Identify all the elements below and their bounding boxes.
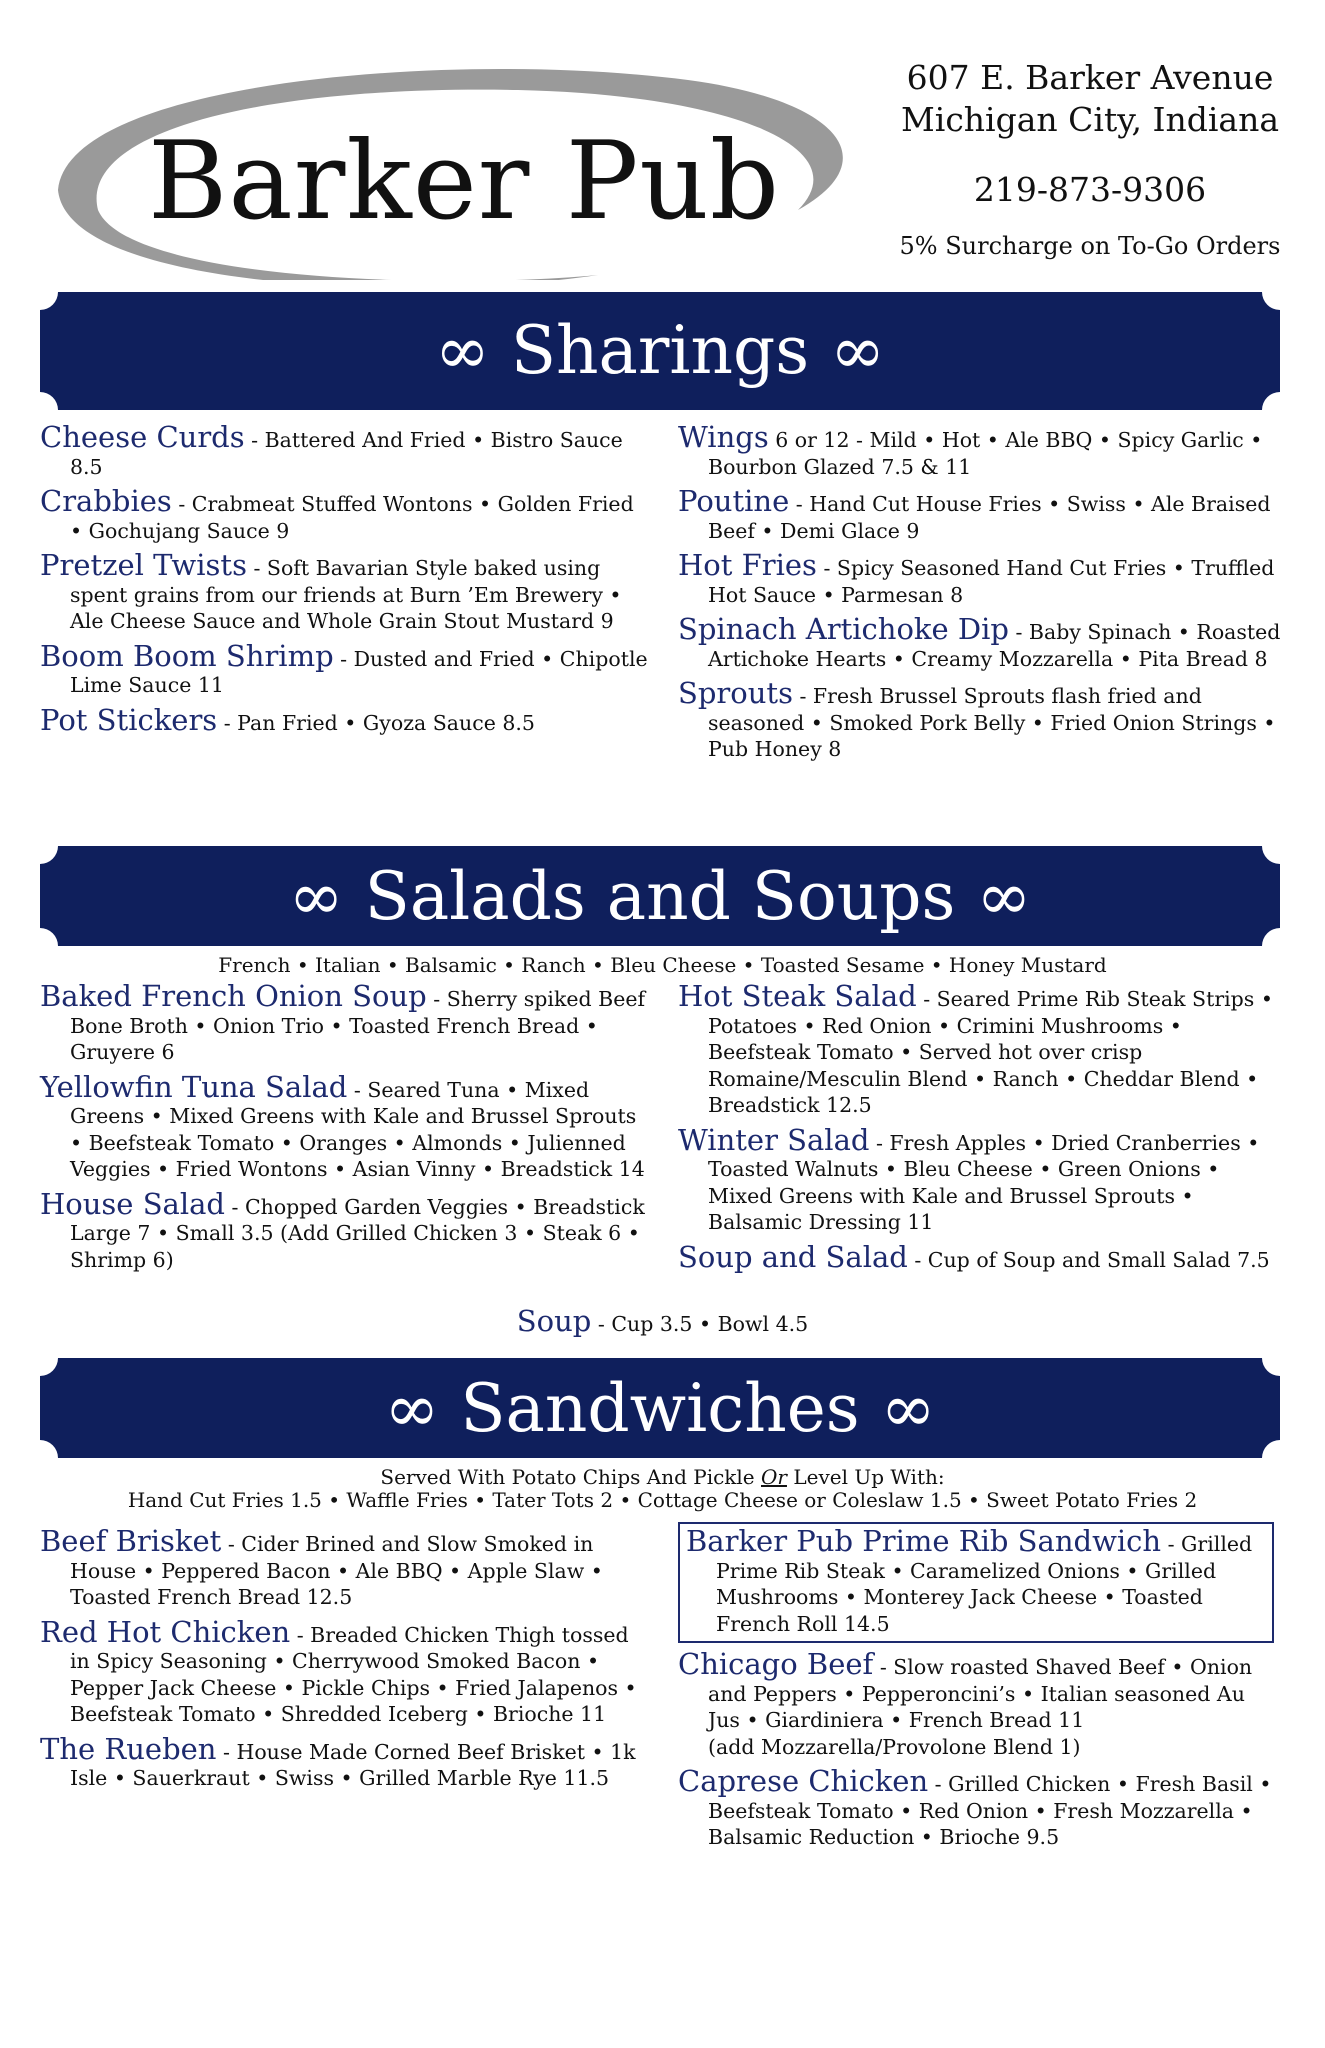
item-description: - Chopped Garden Veggies • Breadstick Large 7 • Small 3.5 (Add Grilled Chicken 3 • Steak 6 • Shrimp 6) (70, 1194, 645, 1272)
menu-item (678, 548, 1288, 608)
sandwiches-right-column (678, 1522, 1274, 1859)
menu-item (40, 638, 650, 699)
featured-menu-item (678, 1522, 1274, 1643)
item-name: Caprese Chicken (678, 1764, 929, 1798)
sandwiches-banner (40, 1358, 1280, 1458)
item-description: - Cup of Soup and Small Salad 7.5 (907, 1247, 1270, 1272)
item-description: - Breaded Chicken Thigh tossed in Spicy Seasoning • Cherrywood Smoked Bacon • Pepper Jack Cheese • Pickle Chips • Fried Jalapenos • Beefsteak Tomato • Shredded Iceberg • Brioche 11 (70, 1622, 637, 1726)
menu-item (40, 1731, 650, 1792)
item-description: - Fresh Brussel Sprouts flash fried and seasoned • Smoked Pork Belly • Fried Onion Strings • Pub Honey 8 (708, 684, 1276, 761)
dressings-list: French • Italian • Balsamic • Ranch • Bleu Cheese • Toasted Sesame • Honey Mustard (218, 953, 1107, 977)
item-description: - Slow roasted Shaved Beef • Onion and Peppers • Pepperoncini’s • Italian seasoned Au Jus • Giardiniera • French Bread 11 (708, 1655, 1253, 1732)
item-name: Wings (678, 420, 769, 454)
item-name: Sprouts (678, 676, 793, 710)
menu-item (40, 702, 650, 737)
item-description: - Seared Tuna • Mixed Greens • Mixed Greens with Kale and Brussel Sprouts • Beefsteak Tomato • Oranges • Almonds • Julienned Veggies • Fried Wontons • Asian Vinny • Breadstick 14 (70, 1077, 645, 1181)
menu-item (40, 1614, 650, 1728)
item-description: - Fresh Apples • Dried Cranberries • Toasted Walnuts • Bleu Cheese • Green Onions • Mixed Greens with Kale and Brussel Sprouts • Balsamic Dressing 11 (708, 1130, 1260, 1234)
item-name: Boom Boom Shrimp (40, 638, 334, 673)
item-name: Yellowfin Tuna Salad (40, 1069, 348, 1104)
served-with-line (0, 1465, 1325, 1489)
menu-item (40, 979, 650, 1066)
item-name: Winter Salad (678, 1122, 870, 1157)
item-note: (add Mozzarella/Provolone Blend 1) (708, 1734, 1081, 1759)
item-description: - Grilled Chicken • Fresh Basil • Beefsteak Tomato • Red Onion • Fresh Mozzarella • Balsamic Reduction • Brioche 9.5 (708, 1772, 1272, 1849)
item-name: Baked French Onion Soup (40, 979, 427, 1013)
item-description: - Dusted and Fried • Chipotle Lime Sauce 11 (70, 646, 648, 697)
salads-banner (40, 846, 1280, 946)
menu-item (40, 1069, 650, 1183)
item-description: - Cider Brined and Slow Smoked in House • Peppered Bacon • Ale BBQ • Apple Slaw • Toasted French Bread 12.5 (70, 1532, 603, 1609)
menu-item (678, 1239, 1288, 1274)
item-description: - Grilled Prime Rib Steak • Caramelized Onions • Grilled Mushrooms • Monterey Jack Cheese • Toasted French Roll 14.5 (716, 1532, 1253, 1636)
item-description: - Sherry spiked Beef Bone Broth • Onion Trio • Toasted French Bread • Gruyere 6 (70, 987, 646, 1064)
item-description: - Pan Fried • Gyoza Sauce 8.5 (217, 710, 535, 735)
item-description: - Spicy Seasoned Hand Cut Fries • Truffled Hot Sauce • Parmesan 8 (708, 556, 1275, 607)
item-name: Poutine (678, 484, 790, 518)
item-name: Crabbies (40, 484, 172, 518)
item-name: Pretzel Twists (40, 548, 247, 582)
item-description: - House Made Corned Beef Brisket • 1k Isle • Sauerkraut • Swiss • Grilled Marble Rye 11.5 (70, 1739, 636, 1790)
item-name: The Rueben (40, 1731, 217, 1766)
item-name: Red Hot Chicken (40, 1614, 291, 1649)
item-name: Soup (516, 1304, 592, 1338)
item-name: Barker Pub Prime Rib Sandwich (686, 1524, 1162, 1558)
address-line-2: Michigan City, Indiana (900, 100, 1280, 139)
sharings-left-column (40, 420, 650, 744)
item-name: Cheese Curds (40, 420, 245, 454)
menu-item (40, 548, 650, 635)
sides-list: Hand Cut Fries 1.5 • Waffle Fries • Tater Tots 2 • Cottage Cheese or Coleslaw 1.5 • Sweet Potato Fries 2 (127, 1488, 1198, 1512)
menu-item (40, 1186, 650, 1274)
logo-text: Barker Pub (148, 119, 781, 244)
item-description: 6 or 12 - Mild • Hot • Ale BBQ • Spicy Garlic • Bourbon Glazed 7.5 & 11 (708, 428, 1263, 479)
sandwiches-title: ∞ Sandwiches ∞ (384, 1370, 936, 1447)
item-description: - Crabmeat Stuffed Wontons • Golden Fried • Gochujang Sauce 9 (70, 492, 634, 543)
menu-item (678, 420, 1288, 480)
item-description: - Seared Prime Rib Steak Strips • Potatoes • Red Onion • Crimini Mushrooms • Beefsteak Tomato • Served hot over crisp Romaine/Mesculin Blend • Ranch • Cheddar Blend • Breadstick 12.5 (708, 987, 1273, 1117)
item-description: - Cup 3.5 • Bowl 4.5 (591, 1312, 809, 1336)
sharings-banner (40, 292, 1280, 410)
salads-left-column (40, 979, 650, 1281)
item-name: Hot Fries (678, 548, 817, 582)
salads-right-column (678, 979, 1288, 1281)
menu-item (678, 676, 1288, 763)
served-suffix: Level Up With: (786, 1465, 945, 1489)
menu-item (678, 1122, 1288, 1236)
item-description: - Battered And Fried • Bistro Sauce 8.5 (70, 428, 623, 479)
item-name: Beef Brisket (40, 1524, 222, 1558)
item-name: Soup and Salad (678, 1239, 908, 1274)
menu-item (678, 1647, 1274, 1760)
menu-item (678, 612, 1288, 672)
menu-item (40, 420, 650, 480)
item-description: - Soft Bavarian Style baked using spent grains from our friends at Burn ’Em Brewery • Ale Cheese Sauce and Whole Grain Stout Mustard 9 (70, 556, 622, 633)
item-description: - Baby Spinach • Roasted Artichoke Hearts • Creamy Mozzarella • Pita Bread 8 (708, 620, 1281, 671)
item-description: - Hand Cut House Fries • Swiss • Ale Braised Beef • Demi Glace 9 (708, 492, 1271, 543)
menu-item (678, 484, 1288, 544)
address-line-1: 607 E. Barker Avenue (906, 58, 1274, 97)
item-name: House Salad (40, 1186, 225, 1221)
served-prefix: Served With Potato Chips And Pickle (380, 1465, 761, 1489)
sandwiches-left-column (40, 1524, 650, 1800)
menu-item (40, 1524, 650, 1611)
logo (38, 40, 878, 280)
menu-item (678, 1764, 1274, 1851)
surcharge-note: 5% Surcharge on To-Go Orders (899, 232, 1281, 260)
sharings-title: ∞ Sharings ∞ (434, 312, 886, 389)
served-or: Or (761, 1465, 787, 1489)
sharings-right-column (678, 420, 1288, 771)
item-name: Chicago Beef (678, 1647, 874, 1681)
menu-item (678, 979, 1288, 1119)
soup-item (0, 1304, 1325, 1338)
item-name: Pot Stickers (40, 702, 218, 737)
menu-item (40, 484, 650, 544)
item-name: Hot Steak Salad (678, 979, 917, 1013)
phone-number: 219-873-9306 (973, 170, 1207, 209)
item-name: Spinach Artichoke Dip (678, 612, 1009, 646)
salads-title: ∞ Salads and Soups ∞ (288, 858, 1032, 935)
